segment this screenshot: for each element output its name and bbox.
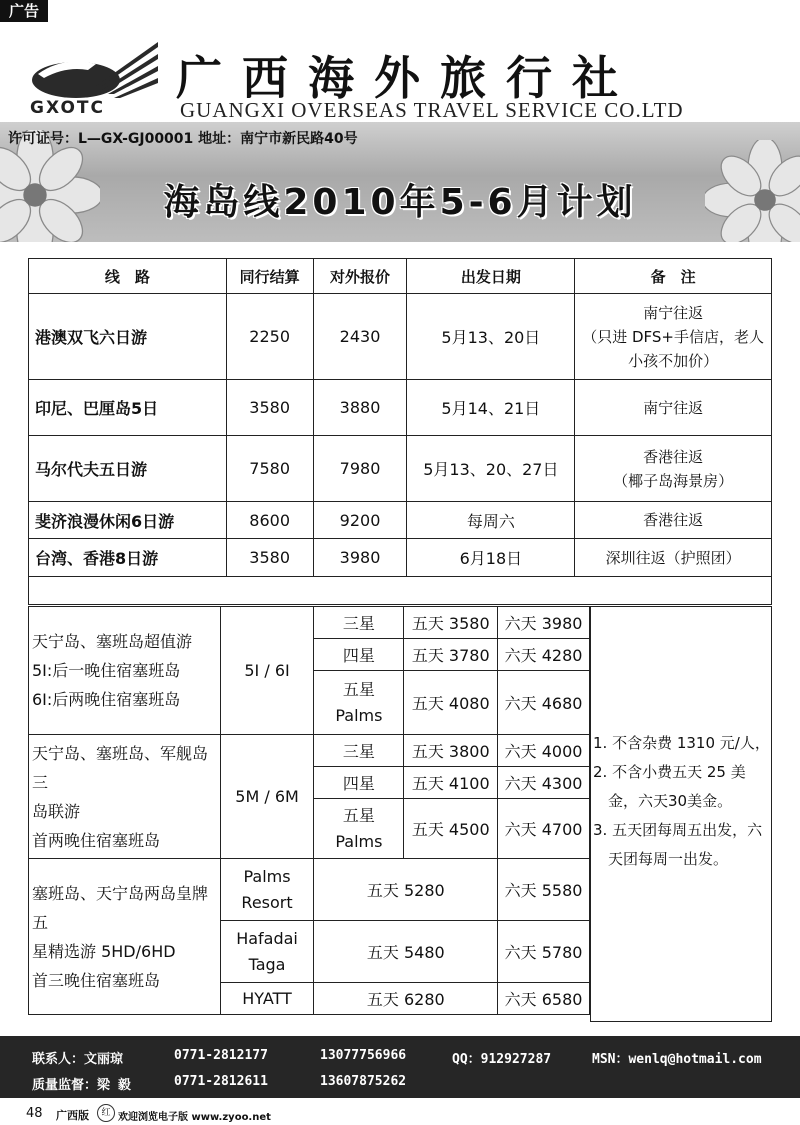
column-header: 线 路 xyxy=(29,259,227,294)
public-price-cell: 7980 xyxy=(313,436,407,502)
hotel-cell: Palms Resort xyxy=(220,859,314,921)
five-day-price: 五天 5280 xyxy=(314,859,498,921)
note-item: 1. 不含杂费 1310 元/人， xyxy=(593,734,770,752)
magazine-edition: 广西版 xyxy=(56,1109,89,1122)
desc-line: 5I:后一晚住宿塞班岛 xyxy=(32,661,181,680)
column-header: 对外报价 xyxy=(313,259,407,294)
contact-mobile: 13077756966 xyxy=(320,1048,407,1063)
note-item: 2. 不含小费五天 25 美金，六天30美金。 xyxy=(593,763,746,810)
note-cell: 香港往返 （椰子岛海景房） xyxy=(575,436,772,502)
six-day-price: 六天 3980 xyxy=(498,607,590,639)
star-cell: 四星 xyxy=(314,767,404,799)
header xyxy=(0,22,800,122)
route-cell: 印尼、巴厘岛5日 xyxy=(29,380,227,436)
license-address: 许可证号：L—GX-GJ00001 地址：南宁市新民路40号 xyxy=(8,131,358,147)
five-day-price: 五天 3780 xyxy=(404,639,498,671)
six-day-price: 六天 4300 xyxy=(498,767,590,799)
desc-line: 岛联游 xyxy=(32,801,81,821)
departure-date-cell: 每周六 xyxy=(407,502,575,539)
plan-title: 海岛线2010年5-6月计划 xyxy=(163,182,637,223)
table-header-row xyxy=(29,259,772,294)
table-row xyxy=(29,294,772,380)
six-day-price: 六天 6580 xyxy=(498,983,590,1015)
public-price-cell: 9200 xyxy=(313,502,407,539)
hotel-cell: HYATT xyxy=(220,983,314,1015)
desc-line: 首两晚住宿塞班岛 xyxy=(32,830,161,850)
six-day-price: 六天 4000 xyxy=(498,735,590,767)
departure-date-cell: 5月14、21日 xyxy=(407,380,575,436)
contact-msn: MSN：wenlq@hotmail.com xyxy=(592,1052,762,1067)
package-description xyxy=(29,607,221,735)
desc-line: 天宁岛、塞班岛、军舰岛三 xyxy=(32,743,209,792)
package-description xyxy=(29,735,221,859)
route-cell: 斐济浪漫休闲6日游 xyxy=(29,502,227,539)
star-cell: 三星 xyxy=(314,735,404,767)
five-day-price: 五天 3580 xyxy=(404,607,498,639)
saipan-package-table xyxy=(28,606,590,1015)
six-day-price: 六天 4700 xyxy=(498,799,590,859)
tour-price-table xyxy=(28,258,772,605)
contact-person: 联系人：文丽琼 xyxy=(32,1052,124,1067)
column-header: 出发日期 xyxy=(407,259,575,294)
table-row xyxy=(29,859,590,921)
quality-phone: 0771-2812611 xyxy=(174,1074,268,1089)
website-slogan: 欢迎浏览电子版 www.zyoo.net xyxy=(118,1112,271,1123)
desc-line: 天宁岛、塞班岛超值游 xyxy=(32,632,193,651)
peer-price-cell: 7580 xyxy=(226,436,313,502)
route-cell: 马尔代夫五日游 xyxy=(29,436,227,502)
package-description xyxy=(29,859,221,1015)
contact-phone: 0771-2812177 xyxy=(174,1048,268,1063)
six-day-price: 六天 5780 xyxy=(498,921,590,983)
note-cell: 深圳往返（护照团） xyxy=(575,539,772,577)
five-day-price: 五天 3800 xyxy=(404,735,498,767)
six-day-price: 六天 5580 xyxy=(498,859,590,921)
table-row-empty xyxy=(29,577,772,605)
star-cell: 三星 xyxy=(314,607,404,639)
six-day-price: 六天 4680 xyxy=(498,671,590,735)
note-cell: 香港往返 xyxy=(575,502,772,539)
route-cell: 港澳双飞六日游 xyxy=(29,294,227,380)
star-cell: 五星 Palms xyxy=(314,671,404,735)
peer-price-cell: 3580 xyxy=(226,539,313,577)
page-footer xyxy=(0,1100,800,1125)
page-number: 48 xyxy=(26,1106,43,1121)
notes-box xyxy=(590,606,772,1022)
public-price-cell: 3880 xyxy=(313,380,407,436)
desc-line: 塞班岛、天宁岛两岛皇牌五 xyxy=(32,883,209,932)
public-price-cell: 2430 xyxy=(313,294,407,380)
departure-date-cell: 5月13、20日 xyxy=(407,294,575,380)
quality-supervisor: 质量监督：梁 毅 xyxy=(32,1078,131,1093)
column-header: 同行结算 xyxy=(226,259,313,294)
table-row xyxy=(29,436,772,502)
quality-mobile: 13607875262 xyxy=(320,1074,407,1089)
five-day-price: 五天 4500 xyxy=(404,799,498,859)
table-row xyxy=(29,380,772,436)
peer-price-cell: 8600 xyxy=(226,502,313,539)
logo-abbreviation: GXOTC xyxy=(30,98,105,118)
five-day-price: 五天 5480 xyxy=(314,921,498,983)
package-code: 5I / 6I xyxy=(220,607,314,735)
note-item: 3. 五天团每周五出发，六天团每周一出发。 xyxy=(593,821,763,868)
desc-line: 星精选游 5HD/6HD xyxy=(32,941,176,961)
six-day-price: 六天 4280 xyxy=(498,639,590,671)
five-day-price: 五天 6280 xyxy=(314,983,498,1015)
table-row xyxy=(29,735,590,767)
company-name-cn: 广西海外旅行社 xyxy=(176,51,638,105)
departure-date-cell: 6月18日 xyxy=(407,539,575,577)
empty-cell xyxy=(29,577,772,605)
table-row xyxy=(29,539,772,577)
ad-tag: 广告 xyxy=(0,0,48,22)
peer-price-cell: 2250 xyxy=(226,294,313,380)
table-row xyxy=(29,502,772,539)
note-cell: 南宁往返 xyxy=(575,380,772,436)
desc-line: 首三晚住宿塞班岛 xyxy=(32,970,161,990)
star-cell: 四星 xyxy=(314,639,404,671)
column-header: 备 注 xyxy=(575,259,772,294)
departure-date-cell: 5月13、20、27日 xyxy=(407,436,575,502)
note-cell: 南宁往返 （只进 DFS+手信店，老人小孩不加价） xyxy=(575,294,772,380)
title-banner xyxy=(0,122,800,242)
hotel-cell: Hafadai Taga xyxy=(220,921,314,983)
contact-footer xyxy=(0,1036,800,1098)
desc-line: 6I:后两晚住宿塞班岛 xyxy=(32,690,181,709)
route-cell: 台湾、香港8日游 xyxy=(29,539,227,577)
five-day-price: 五天 4080 xyxy=(404,671,498,735)
public-price-cell: 3980 xyxy=(313,539,407,577)
five-day-price: 五天 4100 xyxy=(404,767,498,799)
peer-price-cell: 3580 xyxy=(226,380,313,436)
contact-qq: QQ：912927287 xyxy=(452,1052,552,1067)
company-name-en: GUANGXI OVERSEAS TRAVEL SERVICE CO.LTD xyxy=(180,98,684,122)
package-code: 5M / 6M xyxy=(220,735,314,859)
star-cell: 五星 Palms xyxy=(314,799,404,859)
magazine-badge-icon: 红 xyxy=(97,1104,115,1122)
table-row xyxy=(29,607,590,639)
